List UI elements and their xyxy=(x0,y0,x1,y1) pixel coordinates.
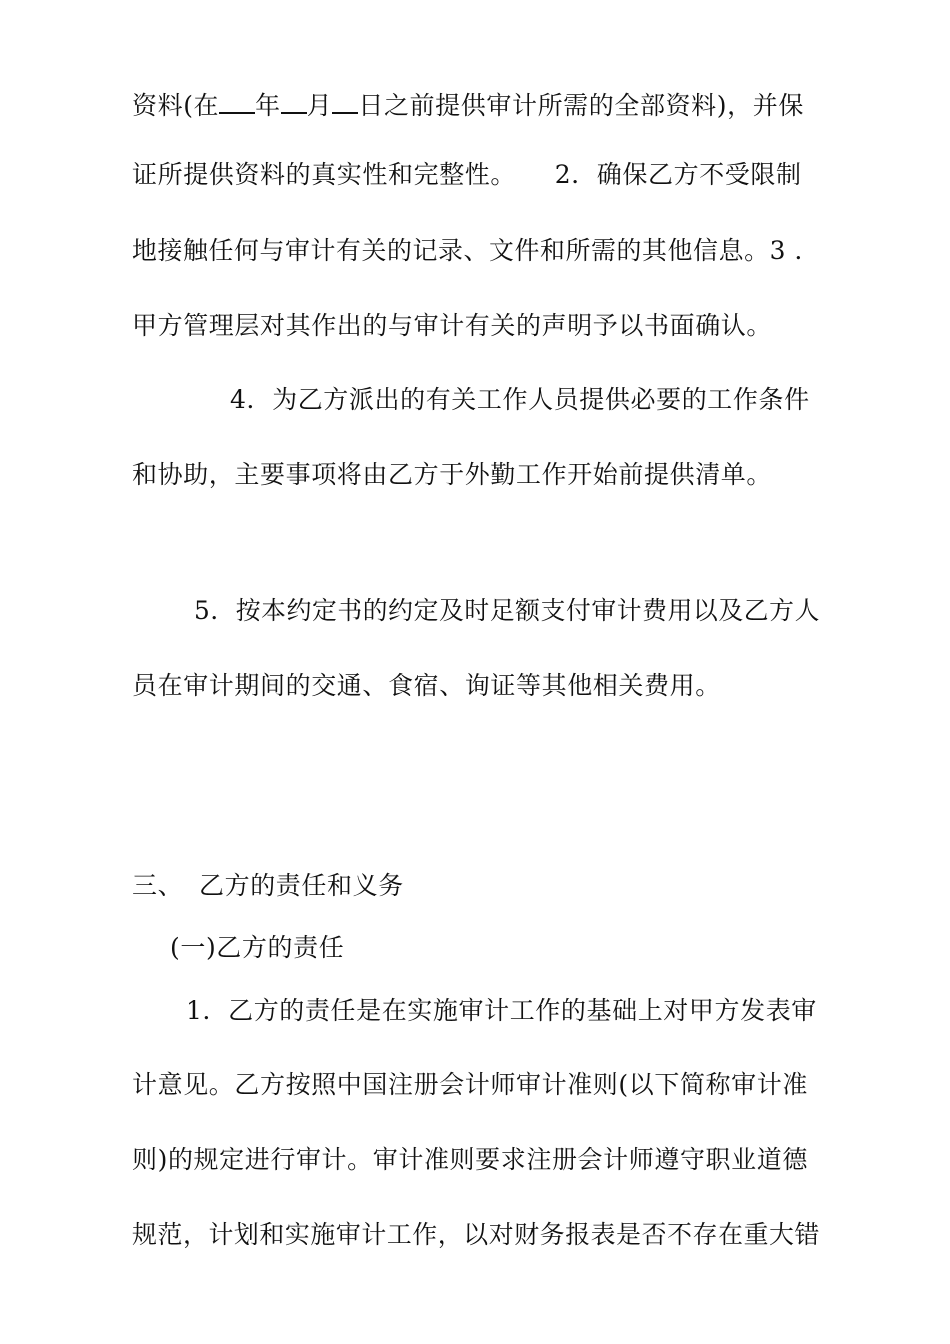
text-segment: 年 xyxy=(255,91,281,120)
text-line xyxy=(132,1145,808,1175)
text-line xyxy=(132,671,721,701)
text-segment: 和协助，主要事项将由乙方于外勤工作开始前提供清单。 xyxy=(132,460,773,489)
text-segment: 5．按本约定书的约定及时足额支付审计费用以及乙方人 xyxy=(194,596,821,625)
text-line xyxy=(132,460,772,490)
text-line xyxy=(132,1070,808,1100)
text-segment: 计意见。乙方按照中国注册会计师审计准则(以下简称审计准 xyxy=(132,1070,808,1099)
text-segment: 则)的规定进行审计。审计准则要求注册会计师遵守职业道德 xyxy=(132,1145,808,1174)
sub-heading xyxy=(170,933,344,963)
section-heading xyxy=(199,871,404,901)
text-segment: 4．为乙方派出的有关工作人员提供必要的工作条件 xyxy=(230,385,810,414)
text-line xyxy=(230,385,810,415)
text-segment: 资料(在 xyxy=(132,91,220,120)
text-line xyxy=(132,311,772,341)
text-line xyxy=(186,996,817,1026)
text-line xyxy=(194,596,820,626)
text-segment: 证所提供资料的真实性和完整性。 2．确保乙方不受限制 xyxy=(132,160,802,189)
section-heading xyxy=(132,871,183,901)
text-line xyxy=(132,1220,820,1250)
text-segment: 甲方管理层对其作出的与审计有关的声明予以书面确认。 xyxy=(132,311,773,340)
section-number: 三、 xyxy=(132,871,184,900)
text-segment: 1．乙方的责任是在实施审计工作的基础上对甲方发表审 xyxy=(186,996,817,1025)
text-segment: 地接触任何与审计有关的记录、文件和所需的其他信息。3 ． xyxy=(132,236,821,265)
date-blank-day xyxy=(332,88,358,114)
text-line xyxy=(132,236,820,266)
text-segment: 月 xyxy=(306,91,333,120)
text-segment: 员在审计期间的交通、食宿、询证等其他相关费用。 xyxy=(132,671,721,700)
text-segment: 规范，计划和实施审计工作，以对财务报表是否不存在重大错 xyxy=(132,1220,821,1249)
date-blank-year xyxy=(219,88,255,114)
date-blank-month xyxy=(281,88,307,114)
sub-heading-text: (一)乙方的责任 xyxy=(170,933,345,962)
text-line xyxy=(132,88,804,121)
section-title: 乙方的责任和义务 xyxy=(199,871,404,900)
text-line xyxy=(132,160,802,190)
text-segment: 日之前提供审计所需的全部资料)，并保 xyxy=(358,91,804,120)
